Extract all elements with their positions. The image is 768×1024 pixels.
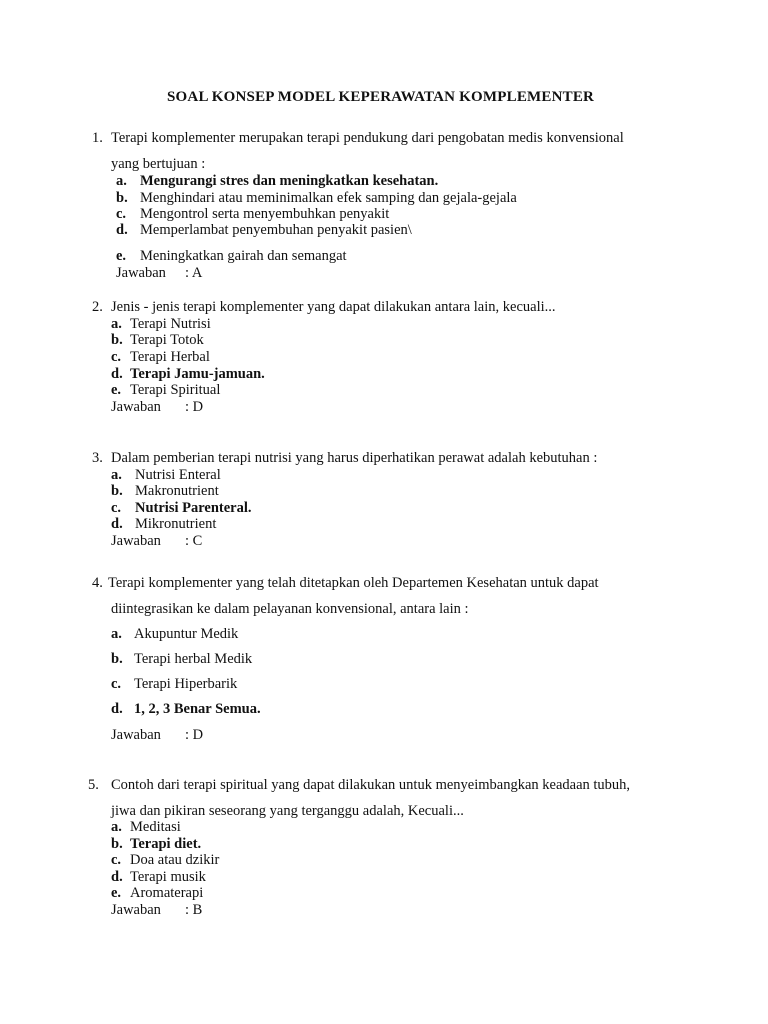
q2-answer-value: : D bbox=[185, 399, 204, 415]
q4-option-b-text: Terapi herbal Medik bbox=[134, 651, 253, 667]
q2-option-c-text: Terapi Herbal bbox=[130, 349, 210, 365]
question-4-text-line1: Terapi komplementer yang telah ditetapkan oleh Departemen Kesehatan untuk dapat bbox=[108, 575, 599, 591]
q4-option-d-text: 1, 2, 3 Benar Semua. bbox=[134, 701, 261, 717]
q5-option-a-letter: a. bbox=[111, 819, 122, 835]
q5-option-c-text: Doa atau dzikir bbox=[130, 852, 220, 868]
question-1-number: 1. bbox=[92, 130, 103, 146]
question-5-number: 5. bbox=[88, 777, 99, 793]
q5-option-a-text: Meditasi bbox=[130, 819, 181, 835]
question-4-number: 4. bbox=[92, 575, 103, 591]
q2-option-b-text: Terapi Totok bbox=[130, 332, 204, 348]
q1-option-d-text: Memperlambat penyembuhan penyakit pasien\ bbox=[140, 222, 412, 238]
q2-option-e-text: Terapi Spiritual bbox=[130, 382, 221, 398]
q1-option-b-text: Menghindari atau meminimalkan efek samping dan gejala-gejala bbox=[140, 190, 517, 206]
q1-option-e-letter: e. bbox=[116, 248, 127, 264]
q2-option-d-letter: d. bbox=[111, 366, 123, 382]
q5-option-b-letter: b. bbox=[111, 836, 123, 852]
q3-answer-value: : C bbox=[185, 533, 203, 549]
question-1-text-line1: Terapi komplementer merupakan terapi pendukung dari pengobatan medis konvensional bbox=[111, 130, 624, 146]
q2-option-a-text: Terapi Nutrisi bbox=[130, 316, 211, 332]
q1-option-e-text: Meningkatkan gairah dan semangat bbox=[140, 248, 347, 264]
q1-answer-label: Jawaban bbox=[116, 265, 166, 281]
q3-option-d-text: Mikronutrient bbox=[135, 516, 217, 532]
q5-option-d-text: Terapi musik bbox=[130, 869, 206, 885]
q1-option-b-letter: b. bbox=[116, 190, 128, 206]
q3-option-a-letter: a. bbox=[111, 467, 122, 483]
q1-option-d-letter: d. bbox=[116, 222, 128, 238]
question-3-text-line1: Dalam pemberian terapi nutrisi yang harus diperhatikan perawat adalah kebutuhan : bbox=[111, 450, 598, 466]
q5-option-e-letter: e. bbox=[111, 885, 122, 901]
q1-option-c-letter: c. bbox=[116, 206, 127, 222]
q4-option-a-letter: a. bbox=[111, 626, 122, 642]
q3-option-a-text: Nutrisi Enteral bbox=[135, 467, 221, 483]
question-5-text-line2: jiwa dan pikiran seseorang yang terganggu adalah, Kecuali... bbox=[111, 803, 464, 819]
question-1-text-line2: yang bertujuan : bbox=[111, 156, 206, 172]
q5-option-d-letter: d. bbox=[111, 869, 123, 885]
q2-option-c-letter: c. bbox=[111, 349, 122, 365]
q1-option-a-letter: a. bbox=[116, 173, 127, 189]
q4-option-b-letter: b. bbox=[111, 651, 123, 667]
q2-option-b-letter: b. bbox=[111, 332, 123, 348]
q4-answer-value: : D bbox=[185, 727, 204, 743]
q4-option-c-letter: c. bbox=[111, 676, 122, 692]
q3-option-b-letter: b. bbox=[111, 483, 123, 499]
q5-option-c-letter: c. bbox=[111, 852, 122, 868]
q3-answer-label: Jawaban bbox=[111, 533, 161, 549]
q2-option-e-letter: e. bbox=[111, 382, 122, 398]
q4-option-a-text: Akupuntur Medik bbox=[134, 626, 239, 642]
q3-option-b-text: Makronutrient bbox=[135, 483, 219, 499]
question-3-number: 3. bbox=[92, 450, 103, 466]
q2-option-a-letter: a. bbox=[111, 316, 122, 332]
q4-option-d-letter: d. bbox=[111, 701, 123, 717]
q4-option-c-text: Terapi Hiperbarik bbox=[134, 676, 238, 692]
question-4-text-line2: diintegrasikan ke dalam pelayanan konvensional, antara lain : bbox=[111, 601, 469, 617]
q1-option-c-text: Mengontrol serta menyembuhkan penyakit bbox=[140, 206, 390, 222]
q3-option-c-text: Nutrisi Parenteral. bbox=[135, 500, 252, 516]
q2-option-d-text: Terapi Jamu-jamuan. bbox=[130, 366, 265, 382]
question-5-text-line1: Contoh dari terapi spiritual yang dapat dilakukan untuk menyeimbangkan keadaan tubuh, bbox=[111, 777, 631, 793]
q4-answer-label: Jawaban bbox=[111, 727, 161, 743]
q3-option-c-letter: c. bbox=[111, 500, 122, 516]
q2-answer-label: Jawaban bbox=[111, 399, 161, 415]
q3-option-d-letter: d. bbox=[111, 516, 123, 532]
q5-answer-label: Jawaban bbox=[111, 902, 161, 918]
q5-answer-value: : B bbox=[185, 902, 203, 918]
q1-answer-value: : A bbox=[185, 265, 203, 281]
question-2-text-line1: Jenis - jenis terapi komplementer yang dapat dilakukan antara lain, kecuali... bbox=[111, 299, 556, 315]
q5-option-b-text: Terapi diet. bbox=[130, 836, 202, 852]
page-title: SOAL KONSEP MODEL KEPERAWATAN KOMPLEMENTER bbox=[167, 89, 595, 105]
q1-option-a-text: Mengurangi stres dan meningkatkan kesehatan. bbox=[140, 173, 439, 189]
question-2-number: 2. bbox=[92, 299, 103, 315]
q5-option-e-text: Aromaterapi bbox=[130, 885, 204, 901]
